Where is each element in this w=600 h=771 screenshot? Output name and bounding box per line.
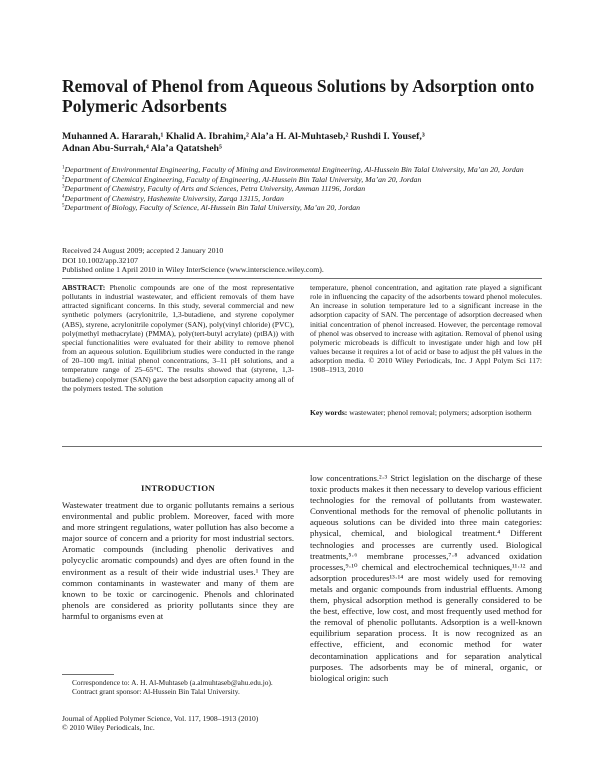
footnotes (62, 678, 294, 696)
correspondence-note: Correspondence to: A. H. Al-Muhtaseb (a.almuhtaseb@ahu.edu.jo). (72, 678, 273, 687)
abstract-text-left: Phenolic compounds are one of the most representative pollutants in industrial wastewater, and efficient removals of them have attracted significant concerns. In this study, several commercial and new synthetic polymers (acrylonitrile, 1,3-butadiene, and styrene copolymer (ABS), styrene, acrylonitrile copolymer (SAN), poly(vinyl chloride) (PVC), poly(methyl methacrylate) (PMMA), poly(tert-butyl acrylate) (ptBA)) with special functionalities were evaluated for their ability to remove phenol from an aqueous solution. Equilibrium studies were conducted in the range of 20–100 mg/L initial phenol concentrations, 3–11 pH solutions, and a temperature range of 25–65°C. The results showed that (styrene, 1,3-butadiene) copolymer (SAN) gave the best adsorption capacity among all of the polymers tested. The solution (62, 283, 294, 393)
abstract-column-right: temperature, phenol concentration, and agitation rate played a significant role in influencing the capacity of the adsorbents toward phenol molecules. An increase in solution temperature led to a significant increase in the adsorption capacity of SAN. The percentage of adsorption decreased when initial concentration of phenol increased. However, the percentage removal of phenol was observed to increase with agitation. Removal of phenol using polymeric microbeads is difficult to investigate under high and low pH values because it requires a lot of acid or base to adjust the pH values in the adsorption media. © 2010 Wiley Periodicals, Inc. J Appl Polym Sci 117: 1908–1913, 2010 (310, 283, 542, 375)
journal-line: Journal of Applied Polymer Science, Vol. 117, 1908–1913 (2010) (62, 714, 259, 723)
keywords-text: wastewater; phenol removal; polymers; adsorption isotherm (349, 408, 532, 417)
affiliation: $^2$Department of Chemical Engineering, Faculty of Engineering, Al-Hussein Bin Talal University, Ma’an 20, Jordan (62, 174, 422, 184)
copyright-line: © 2010 Wiley Periodicals, Inc. (62, 723, 155, 732)
keywords-label: Key words: (310, 408, 348, 417)
journal-citation (62, 714, 294, 732)
doi: DOI 10.1002/app.32107 (62, 255, 139, 265)
introduction-column-left: Wastewater treatment due to organic pollutants remains a serious environmental and public problem. Moreover, faced with more and more stringent regulations, water pollution has also become a major source of concern and a priority for most industrial sectors. Aromatic compounds (including phenolic derivatives and polycyclic aromatic compounds) and dyes are often found in the environment as a result of their wide industrial uses.¹ They are common contaminants in wastewater and many of them are known to be toxic or carcinogenic. Phenols and chlorinated phenols are considered as priority pollutants since they are harmful to organisms even at (62, 500, 294, 621)
affiliation: $^4$Department of Chemistry, Hashemite University, Zarqa 13115, Jordan (62, 193, 284, 203)
footnote-rule (62, 674, 114, 675)
authors-line-1: Muhanned A. Hararah,¹ Khalid A. Ibrahim,² Ala’a H. Al-Muhtaseb,² Rushdi I. Yousef,³ (62, 131, 425, 142)
abstract-column-left (62, 283, 294, 393)
introduction-column-right: low concentrations.²·³ Strict legislation on the discharge of these toxic products makes it then necessary to develop various efficient technologies for the removal of pollutants from wastewater. Conventional methods for the removal of phenolic pollutants in aqueous solutions can be divided into three main categories: physical, chemical, and biological treatment.⁴ Different technologies and processes are currently used. Biological treatments,⁵·⁶ membrane processes,⁷·⁸ advanced oxidation processes,⁹·¹⁰ chemical and electrochemical techniques,¹¹·¹² and adsorption procedures¹³·¹⁴ are most widely used for removing metals and organic compounds from industrial effluents. Among them, physical adsorption method is generally considered to be the best, effective, low cost, and most frequently used method for the removal of phenolic pollutants. Adsorption is a well-known equilibrium separation process. It is now recognized as an effective, efficient, and economic method for water decontamination applications and for separation analytical purposes. The adsorbents may be of mineral, organic, or biological origin: such (310, 473, 542, 683)
authors-line-2: Adnan Abu-Surrah,⁴ Ala’a Qatatsheh⁵ (62, 143, 222, 154)
abstract-bottom-rule (62, 446, 542, 447)
abstract-top-rule (62, 278, 542, 279)
publication-history (62, 246, 542, 275)
author-list (62, 131, 542, 155)
affiliation: $^3$Department of Chemistry, Faculty of Arts and Sciences, Petra University, Amman 11196, Jordan (62, 183, 366, 194)
received-date: Received 24 August 2009; accepted 2 January 2010 (62, 246, 224, 255)
abstract-label: ABSTRACT: (62, 283, 106, 292)
published-online: Published online 1 April 2010 in Wiley InterScience (www.interscience.wiley.com). (62, 265, 324, 275)
grant-note: Contract grant sponsor: Al-Hussein Bin Talal University. (72, 687, 240, 696)
keywords (310, 408, 542, 417)
section-heading-introduction: INTRODUCTION (141, 483, 215, 493)
affiliations (62, 165, 542, 213)
affiliation: $^5$Department of Biology, Faculty of Science, Al-Hussein Bin Talal University, Ma’an 20, Jordan (62, 202, 361, 213)
article-title: Removal of Phenol from Aqueous Solutions by Adsorption onto Polymeric Adsorbents (62, 76, 535, 116)
affiliation: $^1$Department of Environmental Engineering, Faculty of Mining and Environmental Engineering, Al-Hussein Bin Talal University, Ma’an 20, Jordan (62, 164, 524, 174)
